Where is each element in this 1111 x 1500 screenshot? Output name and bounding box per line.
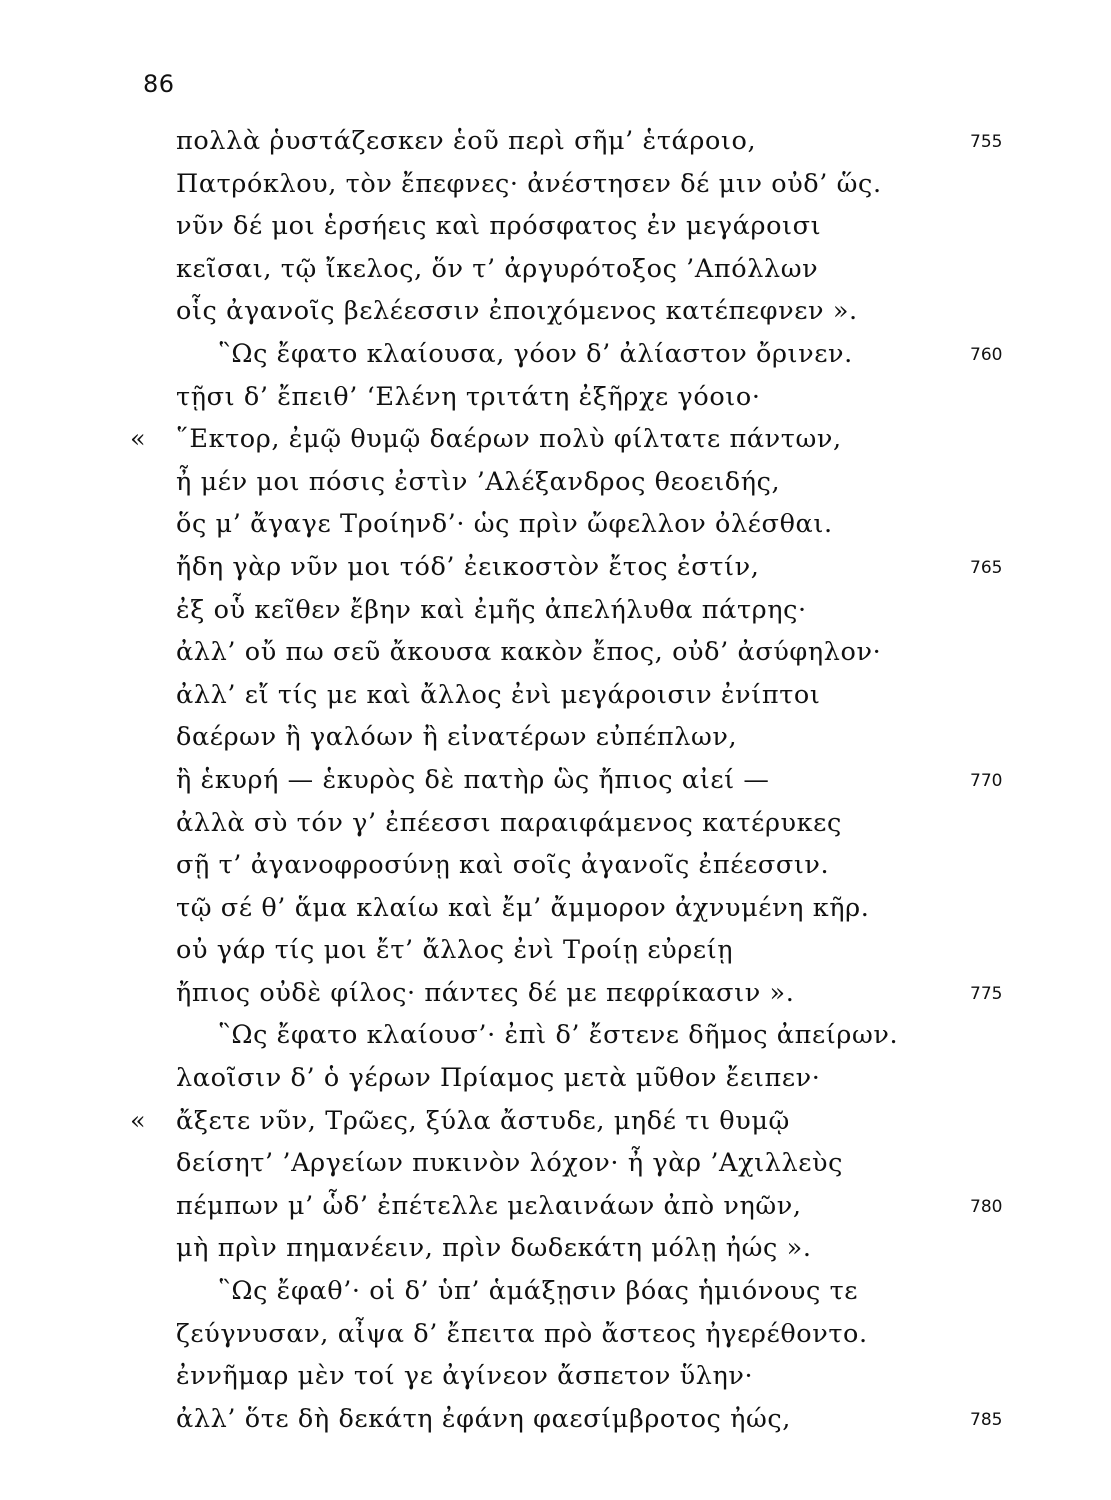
verse-line (130, 205, 1030, 248)
line-number: 755 (970, 132, 1003, 152)
verse-text: ζεύγνυσαν, αἶψα δ’ ἔπειτα πρὸ ἄστεος ἠγερέθοντο. (176, 1318, 868, 1349)
verse-line (130, 1227, 1030, 1270)
quotation-mark: « (130, 424, 147, 455)
line-number: 775 (970, 983, 1003, 1004)
verse-text: κεῖσαι, τῷ ἴκελος, ὅν τ’ ἀργυρότοξος ’Απόλλων (176, 253, 819, 284)
verse-text: ῞Εκτορ, ἐμῷ θυμῷ δαέρων πολὺ φίλτατε πάντων, (176, 424, 842, 455)
verse-text: ἀλλ’ οὔ πω σεῦ ἄκουσα κακὸν ἔπος, οὐδ’ ἀσύφηλον· (176, 637, 882, 668)
verse-line (130, 716, 1030, 759)
verse-line (130, 1057, 1030, 1100)
verse-text: λαοῖσιν δ’ ὁ γέρων Πρίαμος μετὰ μῦθον ἔειπεν· (176, 1063, 821, 1094)
verse-line (130, 759, 1030, 802)
verse-line (130, 503, 1030, 546)
line-number: 770 (970, 770, 1003, 791)
verse-text: σῇ τ’ ἀγανοφροσύνῃ καὶ σοῖς ἀγανοῖς ἐπέεσσιν. (176, 850, 830, 881)
verse-line (130, 631, 1030, 674)
line-number: 760 (970, 344, 1003, 365)
verse-text: μὴ πρὶν πημανέειν, πρὶν δωδεκάτη μόλῃ ἠώς ». (176, 1233, 812, 1264)
verse-text: τῷ σέ θ’ ἅμα κλαίω καὶ ἔμ’ ἄμμορον ἀχνυμένη κῆρ. (176, 892, 870, 923)
verse-line (130, 1270, 1030, 1313)
verse-line (130, 887, 1030, 930)
line-number: 765 (970, 557, 1003, 578)
verse-line (130, 1142, 1030, 1185)
verse-text: ἦ μέν μοι πόσις ἐστὶν ’Αλέξανδρος θεοειδής, (176, 466, 781, 497)
verse-text: ἄξετε νῦν, Τρῶες, ξύλα ἄστυδε, μηδέ τι θυμῷ (176, 1105, 790, 1136)
verse-line (130, 546, 1030, 589)
verse-line (130, 589, 1030, 632)
verse-text: ἐννῆμαρ μὲν τοί γε ἀγίνεον ἄσπετον ὕλην· (176, 1361, 754, 1392)
verse-text: πολλὰ ῥυστάζεσκεν ἑοῦ περὶ σῆμ’ ἑτάροιο, (176, 126, 757, 156)
page-number: 86 (143, 70, 175, 98)
verse-text: οἷς ἀγανοῖς βελέεσσιν ἐποιχόμενος κατέπεφνεν ». (176, 296, 858, 327)
verse-text: Πατρόκλου, τὸν ἔπεφνες· ἀνέστησεν δέ μιν οὐδ’ ὥς. (176, 168, 882, 199)
verse-line (130, 1398, 1030, 1441)
verse-text: νῦν δέ μοι ἑρσήεις καὶ πρόσφατος ἐν μεγάροισι (176, 211, 822, 242)
verse-text-block (130, 120, 1030, 1440)
verse-line (130, 929, 1030, 972)
line-number: 785 (970, 1409, 1003, 1430)
verse-line (130, 163, 1030, 206)
line-number: 780 (970, 1196, 1003, 1217)
verse-line (130, 376, 1030, 419)
verse-text: ἀλλὰ σὺ τόν γ’ ἐπέεσσι παραιφάμενος κατέρυκες (176, 807, 842, 838)
verse-text: ἢ ἑκυρή — ἑκυρὸς δὲ πατὴρ ὣς ἤπιος αἰεί — (176, 764, 770, 795)
verse-line (130, 844, 1030, 887)
verse-text: δείσητ’ ’Αργείων πυκινὸν λόχον· ἦ γὰρ ’Αχιλλεὺς (176, 1148, 844, 1179)
verse-line (130, 972, 1030, 1015)
verse-line (130, 1355, 1030, 1398)
verse-line (130, 461, 1030, 504)
verse-text: ἤδη γὰρ νῦν μοι τόδ’ ἐεικοστὸν ἔτος ἐστίν, (176, 551, 760, 582)
verse-line (130, 418, 1030, 461)
verse-line (130, 120, 1030, 163)
verse-line (130, 333, 1030, 376)
verse-text: ῝Ως ἔφατο κλαίουσ’· ἐπὶ δ’ ἔστενε δῆμος ἀπείρων. (218, 1020, 899, 1051)
verse-line (130, 1185, 1030, 1228)
verse-text: πέμπων μ’ ὧδ’ ἐπέτελλε μελαινάων ἀπὸ νηῶν, (176, 1190, 802, 1221)
verse-text: τῇσι δ’ ἔπειθ’ ‘Ελένη τριτάτη ἐξῆρχε γόοιο· (176, 381, 761, 412)
verse-text: ὅς μ’ ἄγαγε Τροίηνδ’· ὡς πρὶν ὤφελλον ὀλέσθαι. (176, 509, 833, 540)
verse-text: ἐξ οὗ κεῖθεν ἔβην καὶ ἐμῆς ἀπελήλυθα πάτρης· (176, 594, 807, 625)
verse-text: ῝Ως ἔφαθ’· οἱ δ’ ὑπ’ ἁμάξῃσιν βόας ἡμιόνους τε (218, 1276, 859, 1307)
verse-text: ἀλλ’ ὅτε δὴ δεκάτη ἐφάνη φαεσίμβροτος ἠώς, (176, 1403, 791, 1434)
verse-text: ῝Ως ἔφατο κλαίουσα, γόον δ’ ἀλίαστον ὄρινεν. (218, 338, 853, 369)
verse-text: ἀλλ’ εἴ τίς με καὶ ἄλλος ἐνὶ μεγάροισιν ἐνίπτοι (176, 679, 821, 710)
verse-line (130, 1014, 1030, 1057)
verse-text: οὐ γάρ τίς μοι ἔτ’ ἄλλος ἐνὶ Τροίῃ εὐρείῃ (176, 935, 734, 966)
verse-text: ἤπιος οὐδὲ φίλος· πάντες δέ με πεφρίκασιν ». (176, 977, 795, 1008)
quotation-mark: « (130, 1105, 147, 1136)
verse-line (130, 1313, 1030, 1356)
verse-line (130, 290, 1030, 333)
verse-line (130, 248, 1030, 291)
verse-text: δαέρων ἢ γαλόων ἢ εἰνατέρων εὐπέπλων, (176, 722, 738, 753)
verse-line (130, 1100, 1030, 1143)
verse-line (130, 674, 1030, 717)
verse-line (130, 802, 1030, 845)
